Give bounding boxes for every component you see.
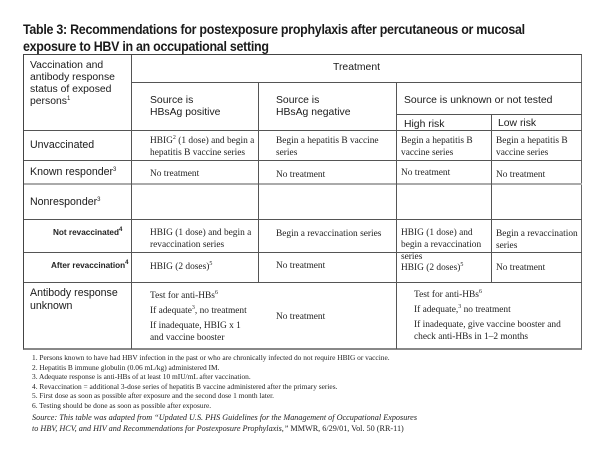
source-publication: MMWR, 6/29/01, Vol. 50 (RR-11) [288, 423, 404, 433]
treatment-header: Treatment [333, 62, 380, 73]
cell-after-revaccination-positive: HBIG (2 doses)$^5$ [150, 261, 213, 272]
footnote-4: 4. Revaccination = additional 3-dose series of hepatitis B vaccine administered after the primary series. [32, 381, 338, 391]
inadequate-instruction: If inadequate, give vaccine booster and check anti-HBs in 1–2 months [414, 320, 561, 342]
footnote-6: 6. Testing should be done as soon as possible after exposure. [32, 400, 212, 410]
divider [24, 219, 582, 220]
cell-not-revaccinated-low-risk: Begin a revaccination series [496, 229, 578, 251]
source-label: Source [32, 413, 55, 422]
divider [396, 82, 397, 349]
cell-unvaccinated-low-risk: Begin a hepatitis B vaccine series [496, 136, 568, 158]
cell-known-responder-positive: No treatment [150, 169, 200, 179]
source-negative-header: Source is HBsAg negative [276, 95, 351, 118]
footnote-5: 5. First dose as soon as possible after exposure and the second dose 1 month later. [32, 391, 274, 401]
source-positive-header: Source is HBsAg positive [150, 95, 221, 118]
divider [24, 183, 582, 185]
divider [131, 55, 132, 349]
low-risk-header: Low risk [498, 118, 537, 129]
recommendations-table [23, 54, 582, 350]
divider [24, 282, 582, 283]
cell-antibody-unknown-positive [150, 290, 256, 344]
footnote-1: 1. Persons known to have had HBV infection in the past or who are chronically infected do not require HBIG or vaccine. [32, 353, 390, 362]
cell-antibody-unknown-source-unknown [414, 289, 579, 343]
table-title [23, 21, 553, 55]
cell-known-responder-low-risk: No treatment [496, 170, 546, 180]
table-title-line1: Table 3: Recommendations for postexposure prophylaxis after percutaneous or mucosal [23, 22, 525, 37]
row-label-nonresponder: Nonresponder$^3$ [30, 196, 101, 208]
footnote-2: 2. Hepatitis B immune globulin (0.06 mL/kg) administered IM. [32, 362, 220, 372]
source-citation [32, 413, 417, 434]
footnote-3: 3. Adequate response is anti-HBs of at least 10 mIU/mL after vaccination. [32, 372, 251, 382]
divider [24, 252, 582, 253]
source-unknown-header: Source is unknown or not tested [404, 95, 553, 106]
cell-unvaccinated-high-risk: Begin a hepatitis B vaccine series [401, 136, 473, 158]
footnotes [32, 353, 390, 411]
divider [24, 130, 582, 131]
divider [131, 82, 582, 83]
row-label-not-revaccinated: Not revaccinated$^4$ [53, 227, 123, 237]
high-risk-header: High risk [404, 119, 445, 130]
test-instruction: Test for anti-HBs$^6$ [150, 290, 218, 301]
row-label-after-revaccination: After revaccination$^4$ [51, 260, 129, 270]
cell-unvaccinated-negative: Begin a hepatitis B vaccine series [276, 136, 379, 158]
cell-antibody-unknown-negative: No treatment [276, 312, 326, 322]
row-label-unvaccinated: Unvaccinated [30, 139, 95, 151]
cell-known-responder-negative: No treatment [276, 170, 326, 180]
source-text-line2: to HBV, HCV, and HIV and Recommendations for Postexposure Prophylaxis,” [32, 423, 289, 433]
table-title-line2: exposure to HBV in an occupational setting [23, 39, 269, 54]
cell-after-revaccination-low-risk: No treatment [496, 263, 546, 273]
source-text-line1: : This table was adapted from “Updated U.S. PHS Guidelines for the Management of Occupational Exposures [54, 413, 418, 422]
cell-not-revaccinated-negative: Begin a revaccination series [276, 229, 382, 239]
cell-known-responder-high-risk: No treatment [401, 168, 451, 178]
divider [24, 160, 582, 161]
cell-after-revaccination-high-risk: HBIG (2 doses)$^5$ [401, 262, 464, 273]
divider [396, 114, 582, 115]
adequate-instruction: If adequate,$^3$ no treatment [414, 304, 511, 315]
test-instruction: Test for anti-HBs$^6$ [414, 289, 482, 300]
divider [258, 82, 259, 282]
cell-not-revaccinated-high-risk: HBIG (1 dose) and begin a revaccination series [401, 228, 482, 262]
status-column-header: Vaccination and antibody response status of exposed persons$^1$ [30, 60, 115, 107]
inadequate-instruction: If inadequate, HBIG x 1 and vaccine booster [150, 321, 241, 343]
row-label-antibody-unknown: Antibody response unknown [30, 287, 118, 312]
adequate-instruction: If adequate$^3$, no treatment [150, 305, 247, 316]
cell-after-revaccination-negative: No treatment [276, 261, 326, 271]
cell-not-revaccinated-positive: HBIG (1 dose) and begin a revaccination series [150, 228, 252, 250]
row-label-known-responder: Known responder$^3$ [30, 166, 117, 178]
cell-unvaccinated-positive: HBIG$^2$ (1 dose) and begin a hepatitis B vaccine series [150, 135, 255, 158]
